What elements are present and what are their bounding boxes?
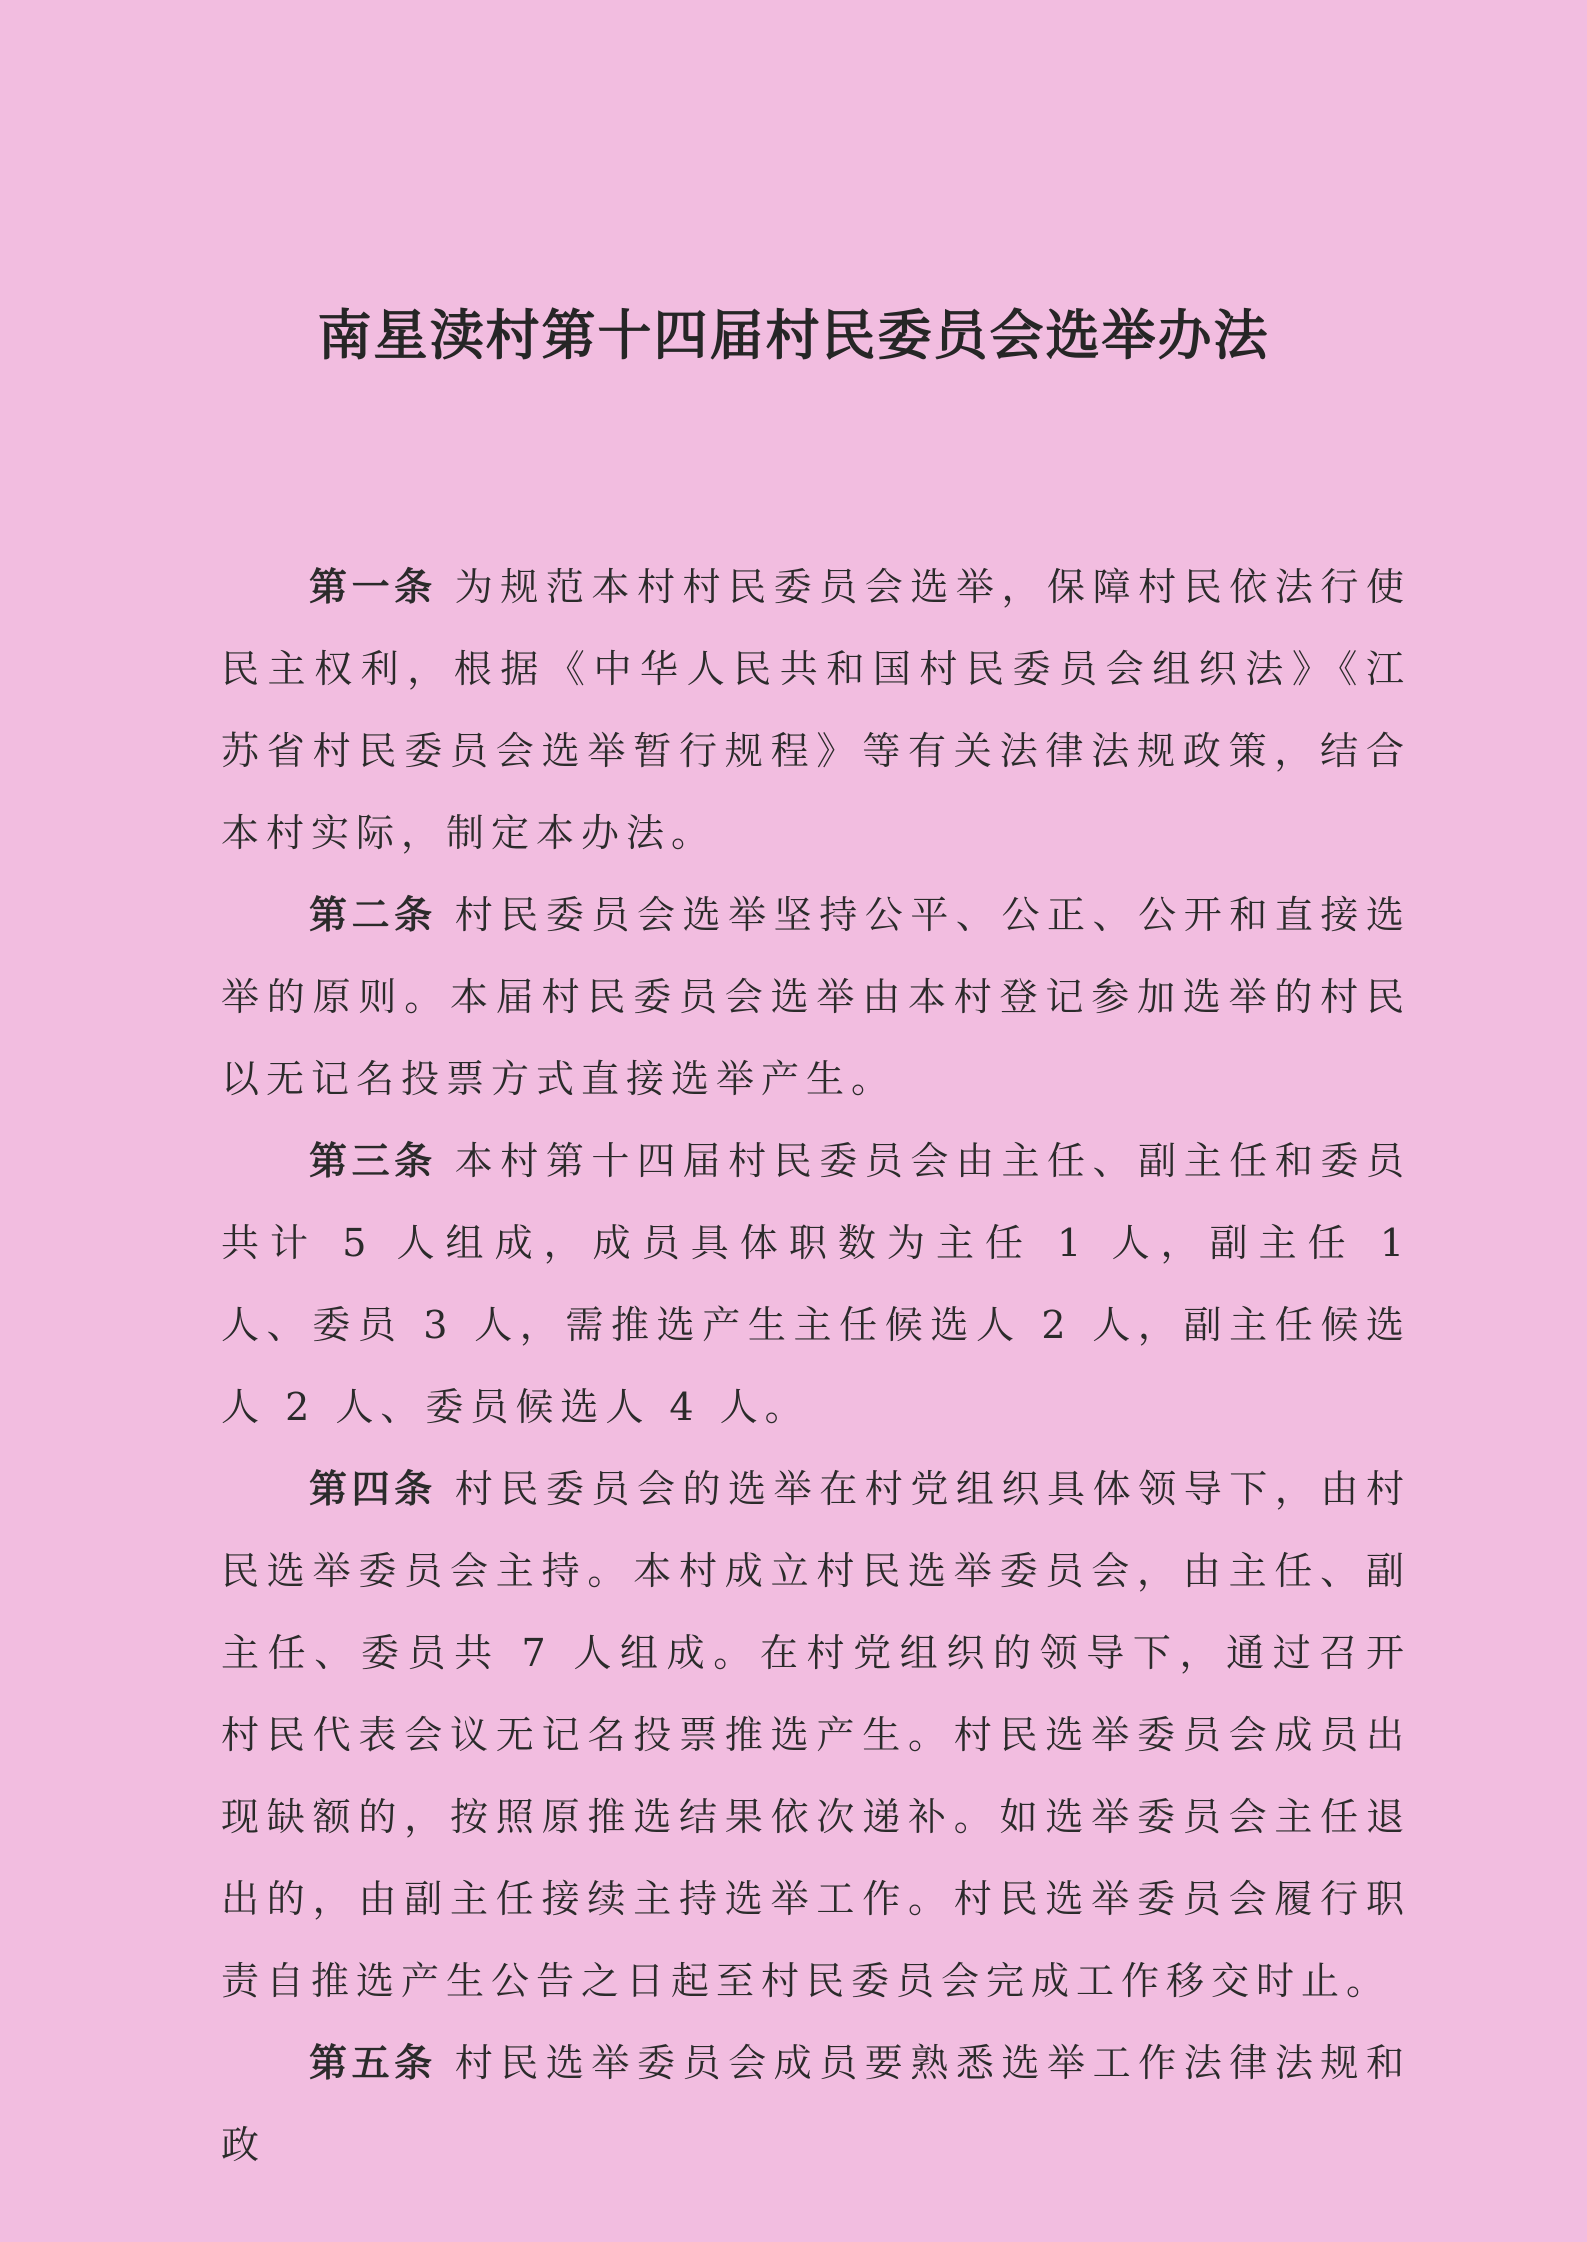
article-text: 村民委员会的选举在村党组织具体领导下，由村民选举委员会主持。本村成立村民选举委员会，由主任、副主任、委员共 7 人组成。在村党组织的领导下，通过召开村民代表会议无记名投票推选产生。村民选举委员会成员出现缺额的，按照原推选结果依次递补。如选举委员会主任退出的，由副主任接续主持选举工作。村民选举委员会履行职责自推选产生公告之日起至村民委员会完成工作移交时止。: [221, 1467, 1411, 2003]
article-text: 村民委员会选举坚持公平、公正、公开和直接选举的原则。本届村民委员会选举由本村登记参加选举的村民以无记名投票方式直接选举产生。: [221, 893, 1411, 1101]
article-4: [221, 1448, 1411, 2022]
article-2: [221, 874, 1411, 1120]
article-label: 第三条: [309, 1139, 437, 1183]
article-text: 村民选举委员会成员要熟悉选举工作法律法规和政: [221, 2041, 1411, 2167]
article-label: 第二条: [309, 893, 437, 937]
article-text: 为规范本村村民委员会选举，保障村民依法行使民主权利，根据《中华人民共和国村民委员会组织法》《江苏省村民委员会选举暂行规程》等有关法律法规政策，结合本村实际，制定本办法。: [221, 565, 1411, 855]
article-label: 第四条: [309, 1467, 437, 1511]
document-body: [221, 546, 1411, 2186]
article-3: [221, 1120, 1411, 1448]
article-5: [221, 2022, 1411, 2186]
article-text: 本村第十四届村民委员会由主任、副主任和委员共计 5 人组成，成员具体职数为主任 1 人，副主任 1 人、委员 3 人，需推选产生主任候选人 2 人，副主任候选人 2 人、委员候选人 4 人。: [221, 1139, 1411, 1429]
article-label: 第一条: [309, 565, 437, 609]
document-title: 南星渎村第十四届村民委员会选举办法: [317, 304, 1270, 367]
article-1: [221, 546, 1411, 874]
article-label: 第五条: [309, 2041, 437, 2085]
